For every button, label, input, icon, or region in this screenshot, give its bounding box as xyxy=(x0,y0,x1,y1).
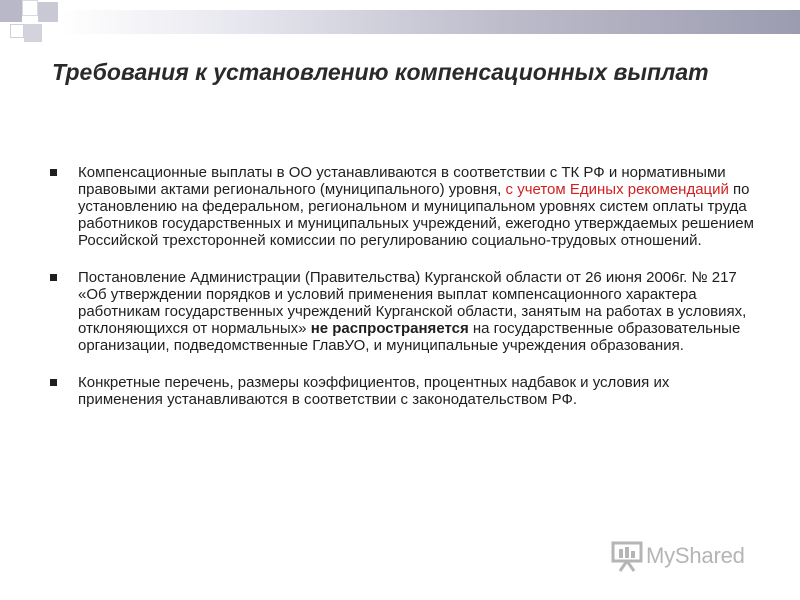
decor-square xyxy=(22,0,38,16)
bullet-item xyxy=(44,374,756,408)
bullet-text-part: на государственные образовательные организации, подведомственные ГлавУО, и муниципальные учреждения образования. xyxy=(78,320,741,354)
bullet-text xyxy=(78,164,756,249)
decor-square xyxy=(10,24,24,38)
presentation-board-icon xyxy=(610,540,644,572)
decor-square xyxy=(38,2,58,22)
watermark-logo xyxy=(610,538,770,574)
bullet-text xyxy=(78,269,756,354)
bullet-text-part: Постановление Администрации (Правительства) Курганской области от 26 июня 2006г. № 217 «Об утверждении порядков и условий применения выплат компенсационного характера работникам государственных учреждений Курганской области, занятым на работах в условиях, отклоняющихся от нормальных» xyxy=(78,269,747,337)
decor-square xyxy=(0,0,22,22)
bullet-square-icon xyxy=(50,274,57,281)
bullet-item xyxy=(44,269,756,354)
bullet-text-part: Компенсационные выплаты в ОО устанавливаются в соответствии с ТК РФ и нормативными правовыми актами регионального (муниципального) уровня, xyxy=(78,164,726,198)
slide-title: Требования к установлению компенсационных выплат xyxy=(52,59,709,85)
header-gradient-bar xyxy=(60,10,800,34)
bullet-square-icon xyxy=(50,379,57,386)
bullet-text: Конкретные перечень, размеры коэффициентов, процентных надбавок и условия их применения устанавливаются в соответствии с законодательством РФ. xyxy=(78,374,670,408)
watermark-text: MyShared xyxy=(646,543,745,568)
bullet-list xyxy=(44,164,756,428)
bullet-square-icon xyxy=(50,169,57,176)
bullet-item xyxy=(44,164,756,249)
emphasized-text: не распространяется xyxy=(310,320,469,337)
highlighted-text: с учетом Единых рекомендаций xyxy=(505,181,729,198)
decor-square xyxy=(24,24,42,42)
bullet-text-part: по установлению на федеральном, региональном и муниципальном уровнях систем оплаты труда работников государственных и муниципальных учреждений, ежегодно утверждаемых решением Российской трехсторонней комиссии по регулированию социально-трудовых отношений. xyxy=(78,181,754,249)
